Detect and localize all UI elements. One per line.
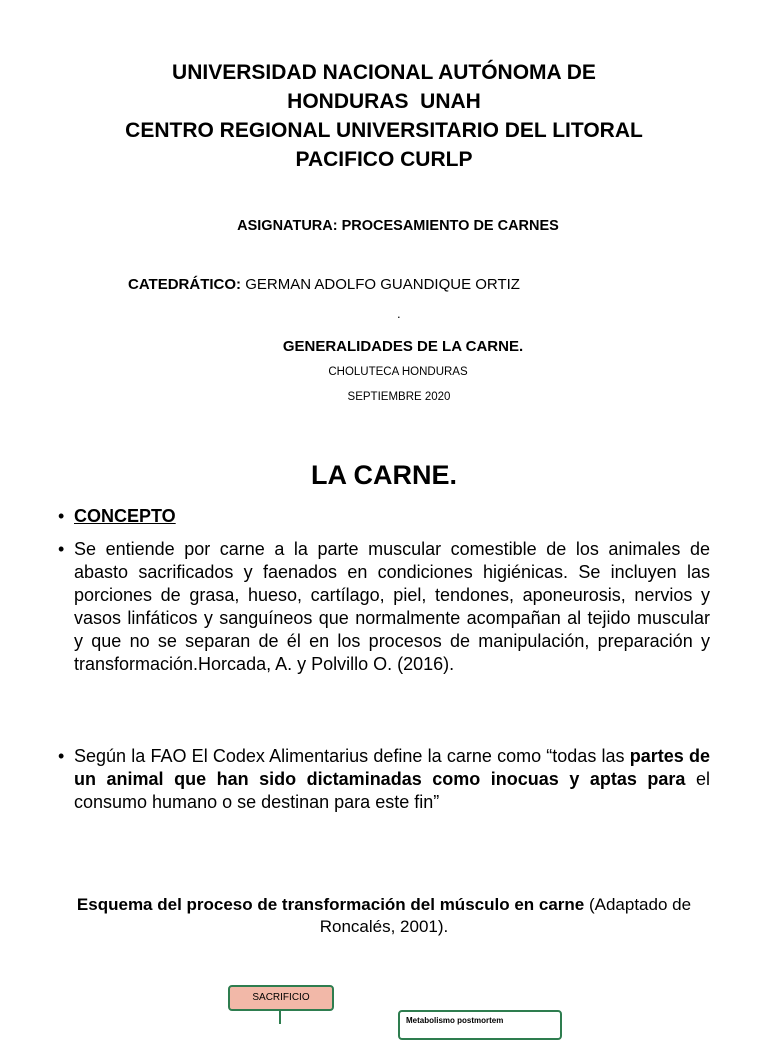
fao-text	[74, 745, 710, 814]
fao-text-part2: el consumo humano o se destinan para este fin”	[74, 769, 710, 812]
flow-box-metabolismo: Metabolismo postmortem	[398, 1010, 562, 1040]
caption-rest: (Adaptado de Roncalés, 2001).	[319, 895, 692, 936]
bullet-fao	[58, 745, 710, 814]
bullet-mark: •	[58, 539, 65, 559]
bullet-mark: •	[58, 506, 65, 526]
professor-line	[128, 276, 520, 293]
title-line-2: HONDURAS UNAH	[287, 90, 481, 113]
topic-title: GENERALIDADES DE LA CARNE.	[282, 338, 524, 355]
bullet-concept	[58, 505, 710, 528]
fao-text-bold: partes de un animal que han sido dictaminadas como inocuas y aptas para	[74, 746, 710, 789]
professor-label: CATEDRÁTICO:	[128, 276, 242, 293]
title-line-3: CENTRO REGIONAL UNIVERSITARIO DEL LITORAL	[125, 119, 643, 142]
professor-name: GERMAN ADOLFO GUANDIQUE ORTIZ	[245, 276, 520, 293]
section-heading: LA CARNE.	[311, 460, 457, 490]
bullet-definition	[58, 538, 710, 676]
date-line: SEPTIEMBRE 2020	[347, 391, 451, 403]
definition-text: Se entiende por carne a la parte muscular comestible de los animales de abasto sacrificados y faenados en condiciones higiénicas. Se incluyen las porciones de grasa, hueso, cartílago, piel, tendones, aponeurosis, nervios y vasos linfáticos y sanguíneos que normalmente acompañan al tejido muscular y que no se separan de él en los procesos de manipulación, preparación y transformación.Horcada, A. y Polvillo O. (2016).	[74, 539, 710, 674]
bullet-mark: •	[58, 746, 65, 766]
fao-text-part1: Según la FAO El Codex Alimentarius define la carne como “todas las	[74, 746, 630, 766]
city-line: CHOLUTECA HONDURAS	[328, 366, 468, 378]
caption-bold: Esquema del proceso de transformación del músculo en carne	[76, 895, 585, 914]
title-line-1: UNIVERSIDAD NACIONAL AUTÓNOMA DE	[172, 61, 596, 84]
flow-connector	[279, 1011, 281, 1024]
university-title	[0, 58, 768, 174]
subject-line: ASIGNATURA: PROCESAMIENTO DE CARNES	[237, 218, 559, 234]
flow-box-sacrificio: SACRIFICIO	[228, 985, 334, 1011]
separator-dot: .	[397, 306, 401, 321]
title-line-4: PACIFICO CURLP	[295, 148, 473, 171]
figure-caption	[40, 894, 728, 938]
concept-label: CONCEPTO	[74, 506, 176, 526]
